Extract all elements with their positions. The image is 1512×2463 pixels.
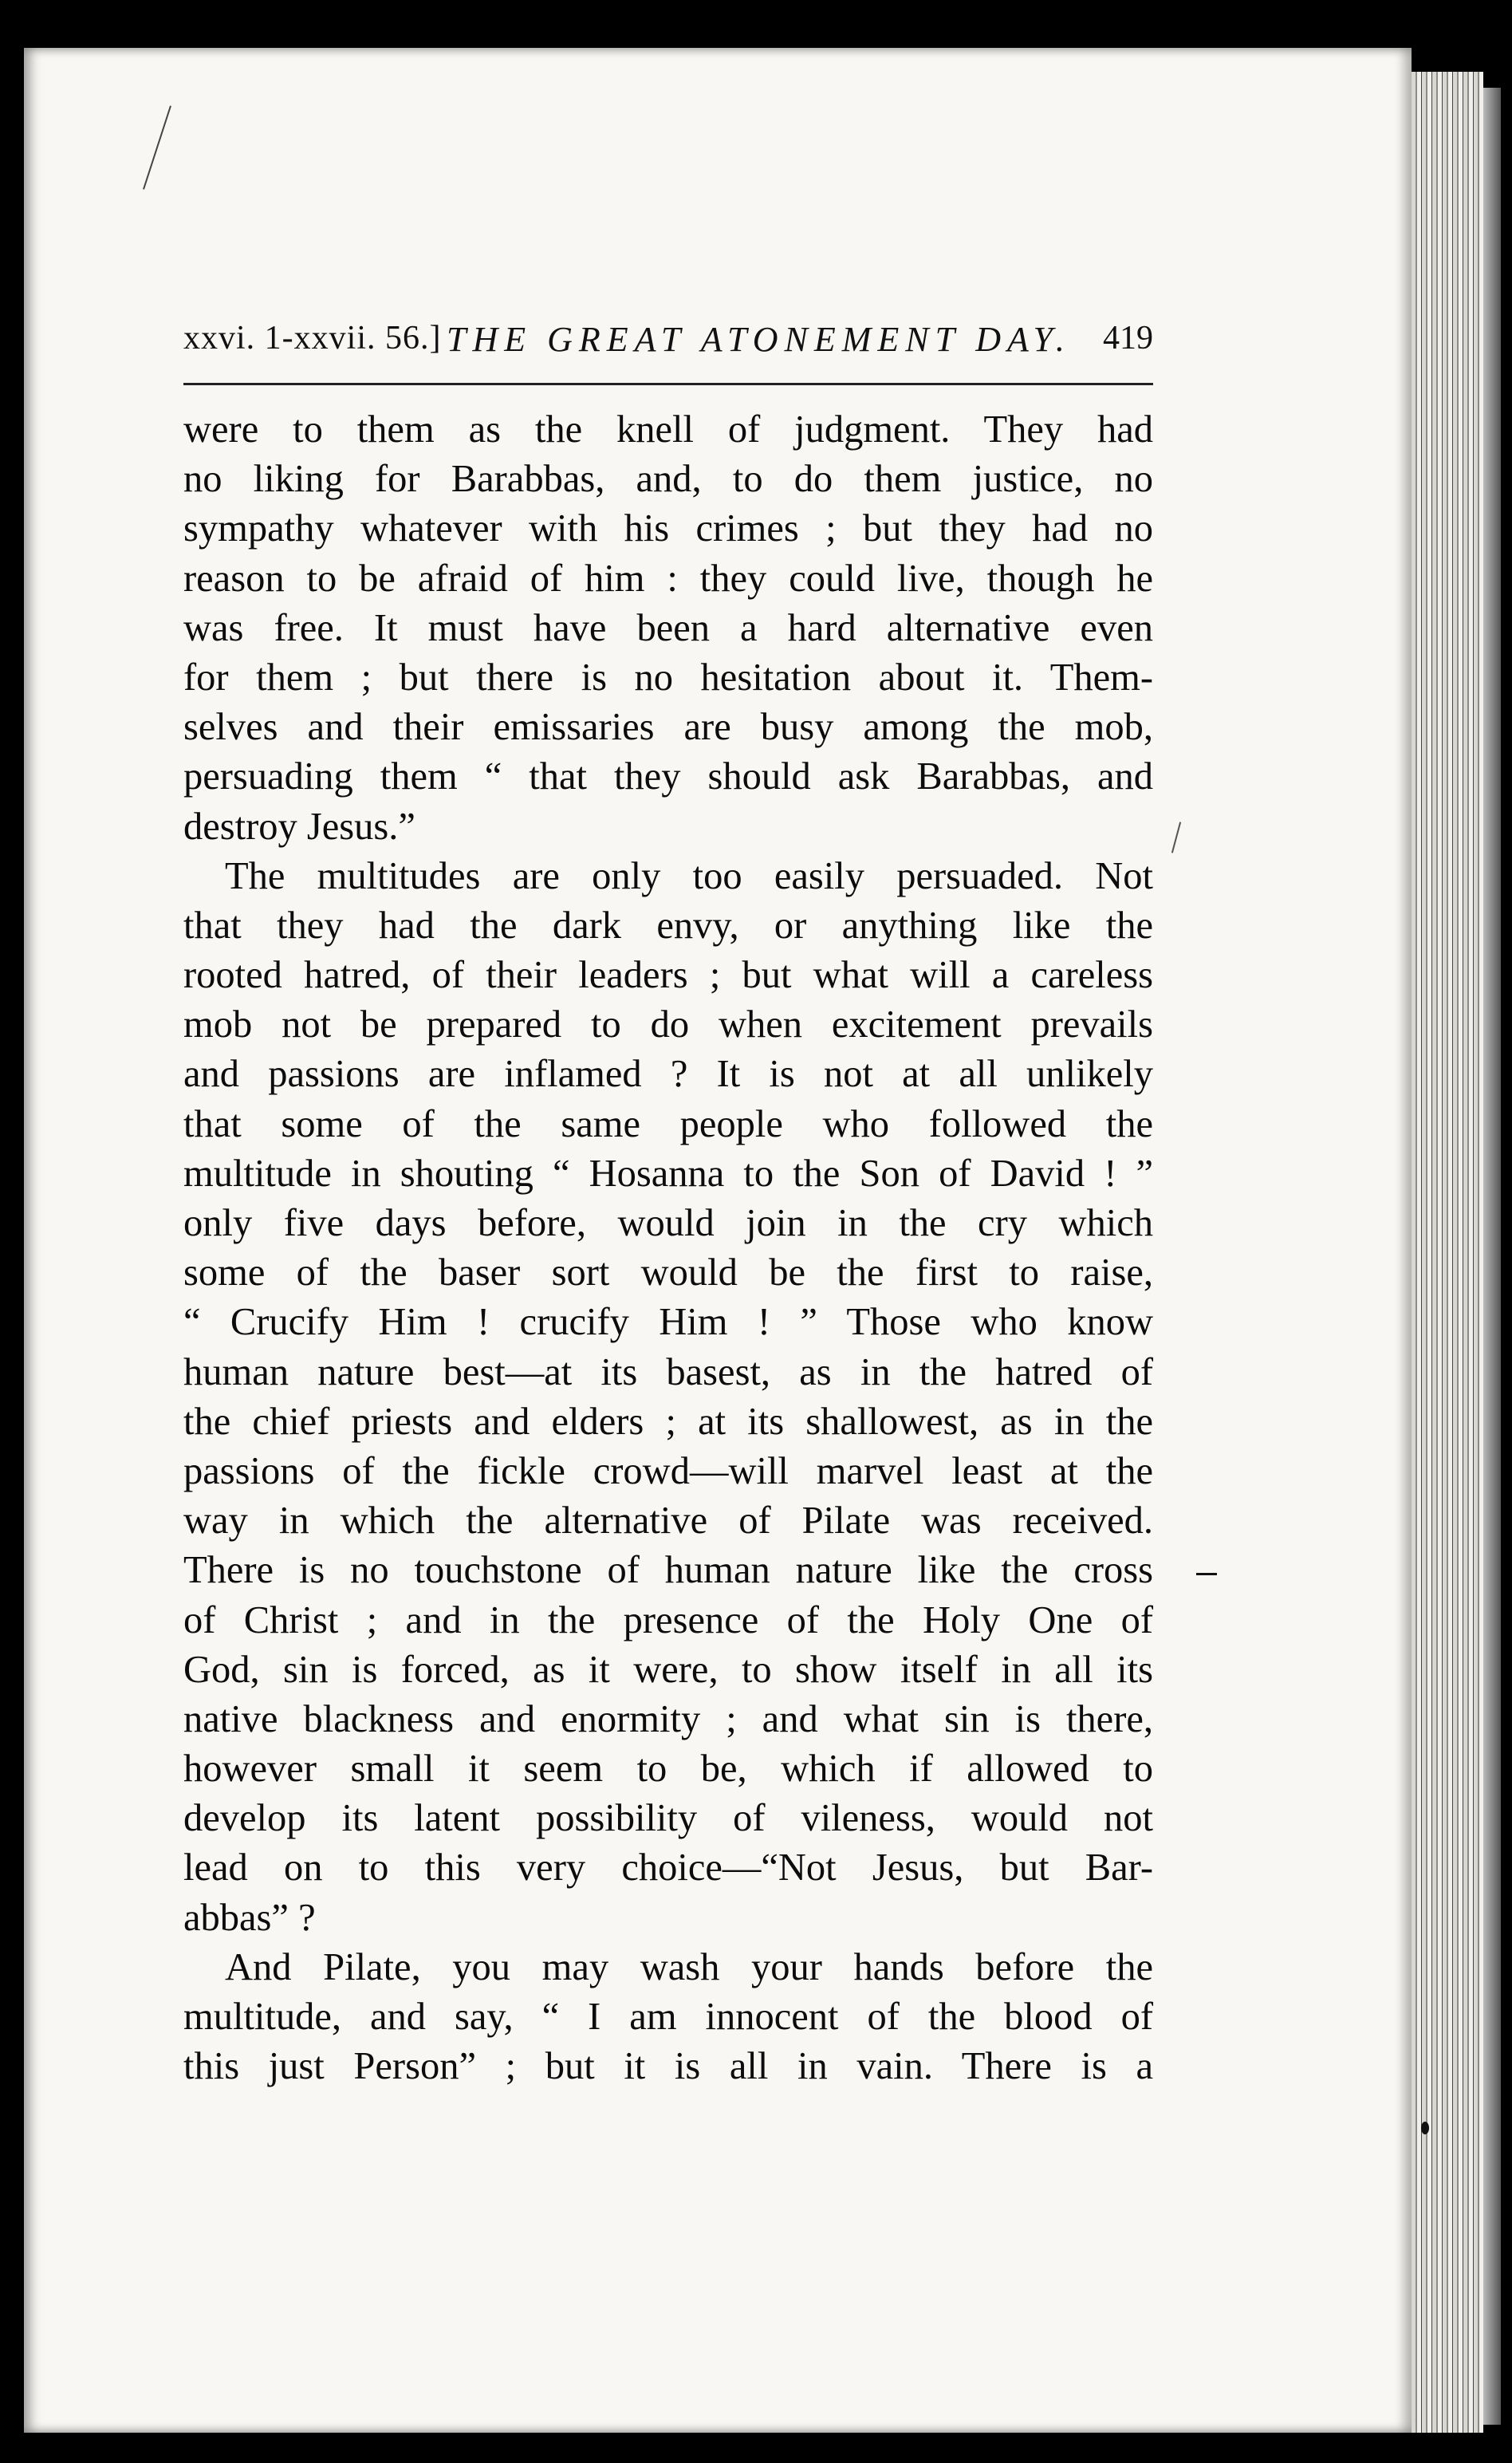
text-line: native blackness and enormity ; and what sin is there, [183,1697,1153,1740]
running-head [183,319,1153,367]
running-title: THE GREAT ATONEMENT DAY. [447,320,1071,359]
text-line: only five days before, would join in the cry which [183,1202,1153,1244]
text-line: was free. It must have been a hard alternative even [183,606,1153,649]
text-line: multitude, and say, “ I am innocent of the blood of [183,1996,1153,2038]
text-line: that some of the same people who followed the [183,1102,1153,1145]
text-line: the chief priests and elders ; at its shallowest, as in the [183,1400,1153,1443]
text-line: human nature best—at its basest, as in the hatred of [183,1350,1153,1393]
text-line: lead on to this very choice—“Not Jesus, but Bar- [183,1846,1153,1890]
body-text [183,405,1153,2091]
text-line: that they had the dark envy, or anything like the [183,904,1153,947]
paragraph-start-line: The multitudes are only too easily persuaded. Not [225,854,1153,897]
text-line: multitude in shouting “ Hosanna to the Son of David ! ” [183,1152,1153,1195]
text-line: God, sin is forced, as it were, to show itself in all its [183,1648,1153,1691]
page-edges [1412,72,1483,2433]
text-line: sympathy whatever with his crimes ; but they had no [183,507,1153,550]
chapter-reference: xxvi. 1-xxvii. 56.] [183,320,442,357]
text-line: were to them as the knell of judgment. They had [183,408,1153,451]
margin-dash-mark [1196,1573,1217,1575]
text-line: of Christ ; and in the presence of the Holy One of [183,1598,1153,1641]
text-line: abbas” ? [183,1896,316,1939]
text-line: way in which the alternative of Pilate was received. [183,1499,1153,1543]
text-line: selves and their emissaries are busy among the mob, [183,706,1153,749]
ink-speck [1421,2122,1429,2134]
text-line: reason to be afraid of him : they could live, though he [183,557,1153,600]
text-line: no liking for Barabbas, and, to do them justice, no [183,458,1153,501]
text-line: passions of the fickle crowd—will marvel least at the [183,1449,1153,1492]
text-line: some of the baser sort would be the first to raise, [183,1251,1153,1295]
text-line: this just Person” ; but it is all in vain. There is a [183,2045,1153,2088]
text-line: “ Crucify Him ! crucify Him ! ” Those who know [183,1301,1153,1344]
page-number: 419 [1103,320,1153,357]
text-line: mob not be prepared to do when excitement prevails [183,1003,1153,1046]
text-line: destroy Jesus.” [183,805,415,848]
paragraph-start-line: And Pilate, you may wash your hands before the [225,1945,1153,1988]
text-line: develop its latent possibility of vileness, would not [183,1797,1153,1840]
text-line: persuading them “ that they should ask Barabbas, and [183,755,1153,798]
text-line: for them ; but there is no hesitation about it. Them- [183,656,1153,699]
text-line: however small it seem to be, which if allowed to [183,1748,1153,1791]
text-line: There is no touchstone of human nature like the cross [183,1549,1153,1592]
text-line: rooted hatred, of their leaders ; but what will a careless [183,954,1153,997]
header-rule [183,383,1153,385]
text-line: and passions are inflamed ? It is not at all unlikely [183,1053,1153,1096]
book-cover-edge [1483,88,1501,2425]
